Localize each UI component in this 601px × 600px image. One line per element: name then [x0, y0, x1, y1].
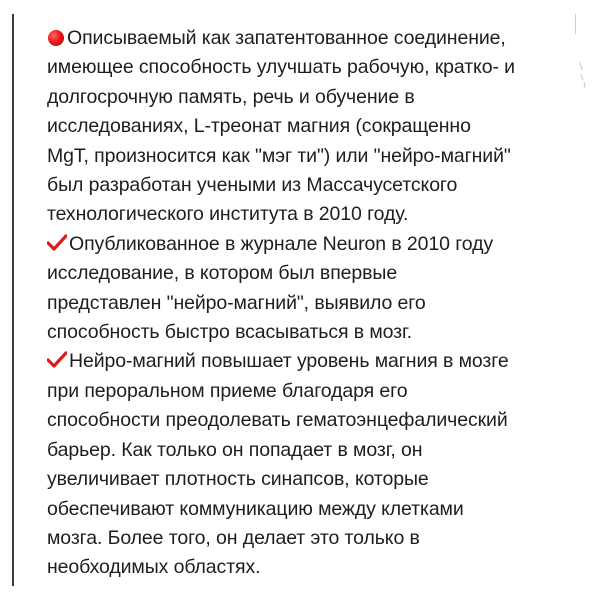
- margin-scribble-icon: [577, 60, 591, 90]
- red-checkmark-icon: [47, 351, 67, 369]
- paragraph-3-text: Нейро-магний повышает уровень магния в мозге при пероральном приеме благодаря его способности преодолевать гематоэнцефалический барьер. Как только он попадает в мозг, он увеличивает плотность синапсов, которые обеспечивают коммуникацию между клетками мозга. Более того, он делает это только в необходимых областях.: [47, 350, 509, 579]
- paragraph-2: [47, 230, 587, 348]
- paragraph-2-text: Опубликованное в журнале Neuron в 2010 году исследование, в котором был впервые представлен "нейро-магний", выявило его способность быстро всасываться в мозг.: [47, 232, 494, 344]
- paragraph-1: [47, 24, 587, 230]
- paragraph-1-text: Описываемый как запатентованное соединение, имеющее способность улучшать рабочую, кратко- и долгосрочную память, речь и обучение в исследованиях, L-треонат магния (сокращенно MgT, произносится как "мэг ти") или "нейро-магний" был разработан учеными из Массачусетского технологического института в 2010 году.: [47, 27, 515, 226]
- red-checkmark-icon: [47, 234, 67, 252]
- red-dot-icon: [48, 30, 64, 46]
- article-text: [47, 24, 587, 583]
- left-border-line: [12, 14, 14, 586]
- paragraph-3: [47, 347, 587, 582]
